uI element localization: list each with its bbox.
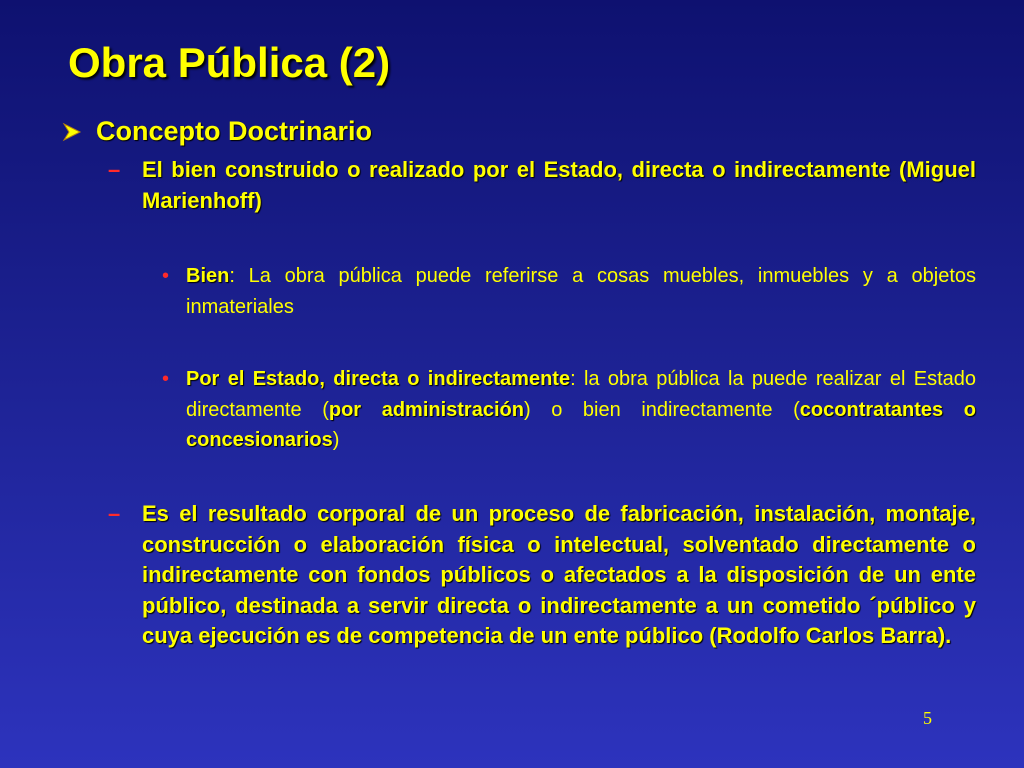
bullet-marker: • [162, 368, 170, 390]
bullet-estado-part2: ) o bien indirectamente ( [523, 398, 800, 421]
bullet-bien [162, 261, 976, 322]
bullet-por-el-estado [162, 364, 976, 456]
dash-marker: – [108, 157, 121, 182]
bullet-bien-description: : La obra pública puede referirse a cosas muebles, inmuebles y a objetos inmateriales [186, 265, 976, 318]
bullet-marker: • [162, 265, 170, 287]
term-por-el-estado: Por el Estado, directa o indirectamente [186, 368, 571, 390]
term-cocontratantes: cocontratantes o concesionarios [186, 398, 976, 451]
bullet-por-el-estado-text [186, 364, 976, 456]
definition-marienhoff-text: El bien construido o realizado por el Estado, directa o indirectamente (Miguel Marienhoff) [142, 157, 976, 213]
page-number: 5 [923, 708, 932, 728]
concepto-doctrinario-heading [62, 116, 372, 147]
term-por-administracion: por administración [328, 398, 524, 421]
definition-marienhoff [108, 155, 976, 216]
definition-barra-text: Es el resultado corporal de un proceso de fabricación, instalación, montaje, construcción o elaboración física o intelectual, solventado directamente o indirectamente con fondos públicos o afectados a la disposición de un ente público, destinada a servir directa o indirectamente a un cometido ´público y cuya ejecución es de competencia de un ente público (Rodolfo Carlos Barra). [142, 501, 976, 648]
bullet-estado-part3: ) [332, 429, 340, 451]
bullet-bien-text [186, 261, 976, 322]
arrow-bullet-icon [62, 122, 82, 142]
term-bien: Bien [186, 265, 230, 287]
heading-label: Concepto Doctrinario [96, 116, 373, 146]
definition-barra [108, 499, 976, 652]
dash-marker: – [108, 501, 121, 526]
bullet-estado-part1: : la obra pública la puede realizar el Estado directamente ( [186, 368, 976, 421]
slide-title: Obra Pública (2) [68, 39, 391, 86]
